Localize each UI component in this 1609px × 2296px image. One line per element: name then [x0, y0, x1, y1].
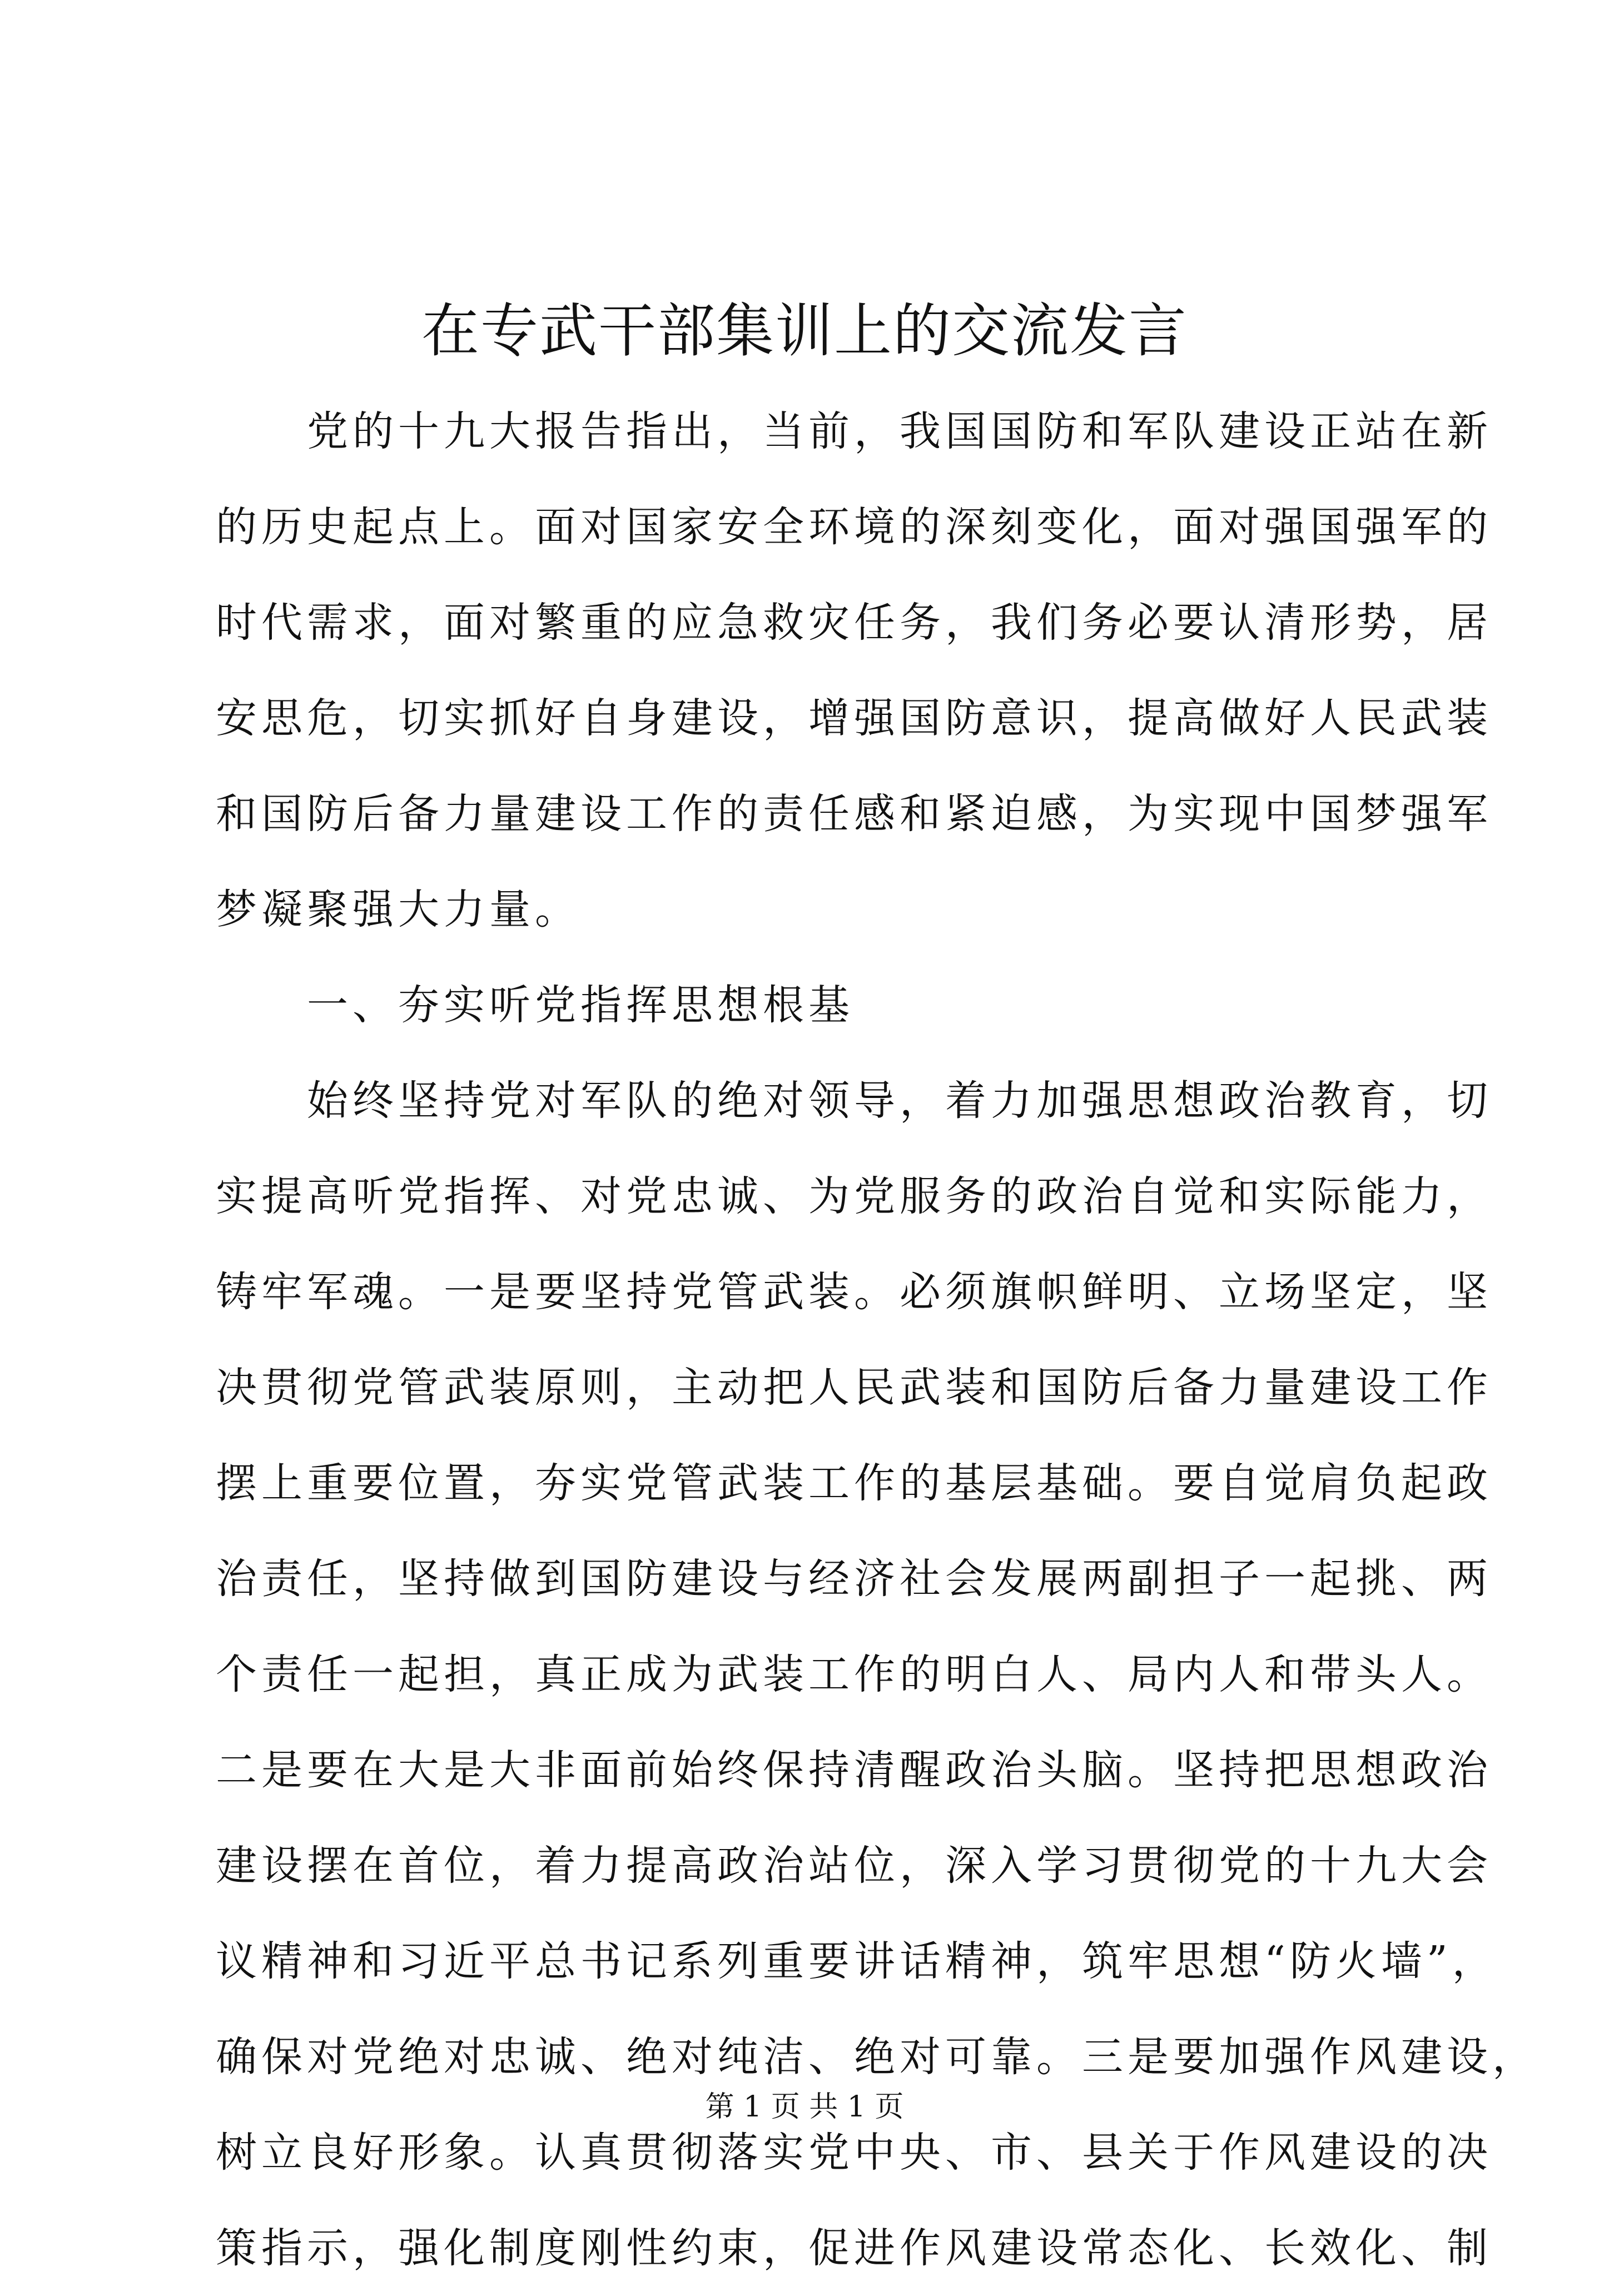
body-line: 时代需求，面对繁重的应急救灾任务，我们务必要认清形势，居 [216, 599, 1492, 647]
body-line: 党的十九大报告指出，当前，我国国防和军队建设正站在新 [216, 407, 1492, 455]
body-line: 摆上重要位置，夯实党管武装工作的基层基础。要自觉肩负起政 [216, 1459, 1492, 1507]
body-line: 策指示，强化制度刚性约束，促进作风建设常态化、长效化、制 [216, 2224, 1492, 2272]
body-line: 个责任一起担，真正成为武装工作的明白人、局内人和带头人。 [216, 1651, 1492, 1698]
document-title: 在专武干部集训上的交流发言 [421, 297, 1188, 365]
body-line: 治责任，坚持做到国防建设与经济社会发展两副担子一起挑、两 [216, 1555, 1492, 1603]
body-line: 决贯彻党管武装原则，主动把人民武装和国防后备力量建设工作 [216, 1364, 1492, 1412]
section-heading: 一、夯实听党指挥思想根基 [216, 981, 854, 1029]
body-line: 确保对党绝对忠诚、绝对纯洁、绝对可靠。三是要加强作风建设， [216, 2033, 1538, 2081]
body-line: 的历史起点上。面对国家安全环境的深刻变化，面对强国强军的 [216, 503, 1492, 551]
body-line: 始终坚持党对军队的绝对领导，着力加强思想政治教育，切 [216, 1077, 1492, 1125]
body-line: 铸牢军魂。一是要坚持党管武装。必须旗帜鲜明、立场坚定，坚 [216, 1268, 1492, 1316]
body-line: 安思危，切实抓好自身建设，增强国防意识，提高做好人民武装 [216, 694, 1492, 742]
body-line: 树立良好形象。认真贯彻落实党中央、市、县关于作风建设的决 [216, 2129, 1492, 2176]
body-line: 实提高听党指挥、对党忠诚、为党服务的政治自觉和实际能力， [216, 1172, 1492, 1220]
body-line: 二是要在大是大非面前始终保持清醒政治头脑。坚持把思想政治 [216, 1746, 1492, 1794]
body-line: 和国防后备力量建设工作的责任感和紧迫感，为实现中国梦强军 [216, 790, 1492, 838]
body-line: 议精神和习近平总书记系列重要讲话精神，筑牢思想“防火墙”， [216, 1937, 1498, 1985]
body-line: 建设摆在首位，着力提高政治站位，深入学习贯彻党的十九大会 [216, 1842, 1492, 1890]
page-footer: 第 1 页 共 1 页 [705, 2090, 904, 2124]
body-line: 梦凝聚强大力量。 [216, 886, 580, 933]
document-body [216, 384, 1538, 2296]
